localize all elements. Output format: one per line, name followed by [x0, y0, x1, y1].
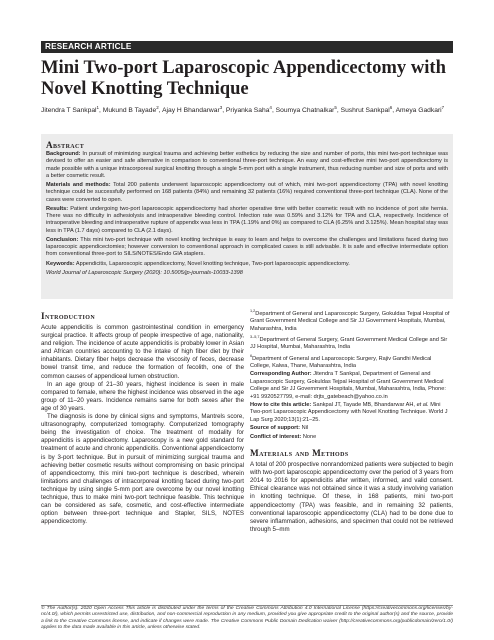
methods-section [250, 447, 453, 534]
article-title: Mini Two-port Laparoscopic Appendicectomy with Novel Knotting Technique [41, 57, 446, 99]
cite-text: Sankpal JT, Tayade MB, Bhandarwar AH, [312, 402, 415, 409]
author-name: Ajay H Bhandarwar [162, 107, 220, 115]
abstract-keywords [46, 261, 448, 268]
corresponding-author-text: Jitendra T Sankpal, Department of General and Laparoscopic Surgery, Gokuldas Tejpal Hospital of Grant Government Medical College and Sir JJ Government Hospitals, Mumbai, Maharashtra, India, Phone: +91 9920527799, e-mail: drjts_gatebeach@yahoo.co.in [250, 371, 446, 400]
left-column [41, 310, 244, 526]
corresponding-author [250, 371, 453, 401]
abstract-results [46, 206, 448, 235]
affiliation-3-sup: 6 [250, 353, 253, 358]
abstract-results-label: Results: [46, 205, 69, 212]
affiliation-2-sup: 3–5,7 [250, 335, 260, 340]
introduction-paragraph-2: In an age group of 21–30 years, highest incidence is seen in male compared to female, where the highest incidence was observed in the age group of 11–20 years. Incidence remains same for both sexes after the age of 30 years. [41, 380, 244, 412]
author-name: Jitendra T Sankpal [41, 107, 97, 115]
corresponding-author-label: Corresponding Author: [250, 371, 312, 378]
abstract-conclusion-text: This mini two-port technique with novel knotting technique is easy to learn and helps to overcome the challenges and limitations faced during two laparoscopic appendicectomies; however conversion to conventional approach in complicated cases is still advisable. It is safe and effective intermediate option from conventional three-port to SILS/NOTES/Endo GIA staplers. [46, 236, 449, 258]
abstract-background-label: Background: [46, 151, 81, 157]
introduction-heading: Introduction [41, 311, 96, 321]
source-of-support [250, 425, 453, 432]
abstract-results-text: Patient undergoing two-port laparoscopic appendicectomy had shorter operative time with better cosmetic result with no incidence of port site hernia. There was no difficulty in adhesiolysis and intraoperative bleeding control. Infection rate was 0.59% and 3.12% for TPA and CLA, respectively. Incidence of intraoperative bleeding and intraoperative rupture of appendix was less in TPA (1.19% and 0%) as compared to CLA (6.25% and 3.125%). Mean hospital stay was less in TPA (1.7 days) compared to CLA (2.1 days). [46, 205, 448, 234]
abstract-heading: Abstract [46, 140, 85, 150]
conflict-of-interest-value: None [302, 433, 317, 440]
author-affiliation-sup: 1 [96, 105, 100, 110]
author [162, 107, 222, 114]
conflict-of-interest-label: Conflict of interest: [250, 433, 302, 440]
affiliation-1-text: Department of General and Laparoscopic Surgery, Gokuldas Tejpal Hospital of Grant Government Medical College and Sir JJ Government Hospitals, Mumbai, Maharashtra, India [250, 310, 450, 332]
author [276, 107, 337, 114]
author [226, 107, 272, 114]
cite-this-article [250, 402, 453, 424]
abstract-keywords-label: Keywords: [46, 260, 75, 267]
abstract-methods [46, 182, 448, 204]
affiliation-2-text: Department of General Surgery, Grant Government Medical College and Sir JJ Hospital, Mumbai, Maharashtra, India [250, 336, 448, 351]
affiliation-2 [250, 334, 453, 352]
author-name: Mukund B Tayade [102, 107, 157, 115]
abstract-methods-label: Materials and methods: [46, 182, 111, 188]
methods-heading: Materials and Methods [250, 448, 349, 459]
abstract-methods-text: Total 200 patients underwent laparoscopic appendicectomy out of which, mini two-port appendicectomy (TPA) with novel knotting technique could be successfully performed on 168 patients (84%) and remaining 32 patients (16%) required conventional three-port technique (CLA). None of the cases were converted to open. [46, 182, 448, 203]
author-affiliation-sup: 4 [269, 105, 272, 110]
source-of-support-label: Source of support: [250, 425, 301, 432]
author-affiliation-sup: 6 [389, 105, 393, 110]
methods-paragraph: A total of 200 prospective nonrandomized patients were subjected to begin with two-port laparoscopic appendicectomy over the period of 3 years from 2014 to 2016 for appendicitis after written, informed, and valid consent. Ethical clearance was not obtained since it was a study involving variation in knotting technique. Of these, in 168 patients, mini two-port appendicectomy (TPA) was feasible, and in remaining 32 patients, conventional laparoscopic appendicectomy (CLA) had to be done due to severe inflammation, adhesions, and specimen that could not be retrieved through 5–mm [250, 461, 453, 533]
affiliation-3 [250, 353, 453, 371]
abstract-background-text: In pursuit of minimizing surgical trauma and achieving better esthetics by reducing the size and number of ports, this mini two-port technique was devised to offer an easier and safe alternative in comparison to conventional three-port technique. An easy and cost-effective mini two-port appendicectomy is made possible with a unique intracorporeal surgical knotting through a single 5-mm port with a single instrument, thus reducing number and size of ports and with a better cosmetic result. [46, 151, 448, 179]
abstract-keywords-text: Appendicitis, Laparoscopic appendicectomy, Novel knotting technique, Two-port laparoscopic appendicectomy. [75, 260, 350, 267]
abstract-box [41, 134, 453, 299]
author-name: Ameya Gadkari [395, 107, 442, 115]
affiliation-1-sup: 1,2 [250, 309, 256, 313]
license-footnote: © The Author(s). 2020 Open Access This article is distributed under the terms of the Creative Commons Attribution 4.0 International License (https://creativecommons.org/licenses/by-nc/4.0/), which permits unrestricted use, distribution, and non-commercial reproduction in any medium, provided you give appropriate credit to the original author(s) and the source, provide a link to the Creative Commons license, and indicate if changes were made. The Creative Commons Public Domain Dedication waiver (http://creativecommons.org/publicdomain/zero/1.0/) applies to the data made available in this article, unless otherwise stated. [41, 606, 453, 630]
affiliation-1 [250, 308, 453, 333]
abstract-conclusion-label: Conclusion: [46, 236, 79, 243]
abstract-conclusion [46, 237, 448, 259]
author-list: Jitendra T Sankpal$^1$, Mukund B Tayade$^2$, Ajay H Bhandarwar$^3$, Priyanka Saha$^4$, Soumya Chatnalkar$^5$, Sushrut Sankpal$^6$, Ameya Gadkari$^7$ [41, 105, 445, 115]
introduction-paragraph-1: Acute appendicitis is common gastrointestinal condition in emergency surgical practice. It affects group of people irrespective of age, nationality, and religion. The incidence of acute appendicitis is probably lower in Asian and African countries accounting to the intake of high fiber diet by their inhabitants. Dietary fiber helps decrease the viscosity of feces, decrease bowel transit time, and reduce the formation of fecolith, one of the common causes of appendiceal lumen obstruction. [41, 324, 244, 380]
author-name: Sushrut Sankpal [340, 107, 390, 115]
author [396, 107, 445, 114]
right-column [250, 308, 453, 534]
cite-rest: Mini Two-port Laparoscopic Appendicectomy with Novel Knotting Technique. World J Lap Surg 2020;13(1):21–25. [250, 402, 448, 423]
conflict-of-interest [250, 434, 453, 441]
author-affiliation-sup: 2 [156, 105, 159, 110]
author [341, 107, 393, 114]
author-name: Soumya Chatnalkar [275, 107, 335, 115]
author-affiliation-sup: 7 [441, 105, 445, 110]
source-of-support-value: Nil [301, 425, 309, 432]
cite-etal: et al. [416, 402, 429, 409]
author-name: Priyanka Saha [225, 107, 270, 115]
affiliation-3-text: Department of General and Laparoscopic Surgery, Rajiv Gandhi Medical College, Kalwa, Thane, Maharashtra, India [250, 355, 432, 370]
author-affiliation-sup: 3 [219, 105, 223, 110]
author-affiliation-sup: 5 [334, 105, 337, 110]
abstract-journal-line: World Journal of Laparoscopic Surgery (2020): 10.5005/jp-journals-10033-1398 [46, 269, 243, 276]
section-label: RESEARCH ARTICLE [45, 42, 132, 51]
abstract-background [46, 151, 448, 180]
section-label-bar [41, 41, 453, 53]
author [41, 107, 99, 114]
cite-label: How to cite this article: [250, 402, 312, 409]
introduction-paragraph-3: The diagnosis is done by clinical signs and symptoms, Mantrels score, ultrasonography, computerized tomography. Computerized tomography being the investigation of choice. The treatment of modality for appendicitis is appendicectomy. Laparoscopy is a new gold standard for treatment of acute and chronic appendicitis. Conventional appendicectomy is by 3-port technique. But in pursuit of minimizing surgical trauma and achieving better cosmetic results without compromising on basic principal of appendicectomy, this mini two-port technique is described, wherein limitations and challenges of intracorporeal knotting faced during two-port technique by using single 5-mm port are overcome by our novel knotting technique, thus to make mini two-port technique feasible. This technique can be considered as safe, cosmetic, and cost-effective intermediate option between three-port technique and Stapler, SILS, NOTES appendicectomy. [41, 413, 244, 526]
author [103, 107, 159, 114]
